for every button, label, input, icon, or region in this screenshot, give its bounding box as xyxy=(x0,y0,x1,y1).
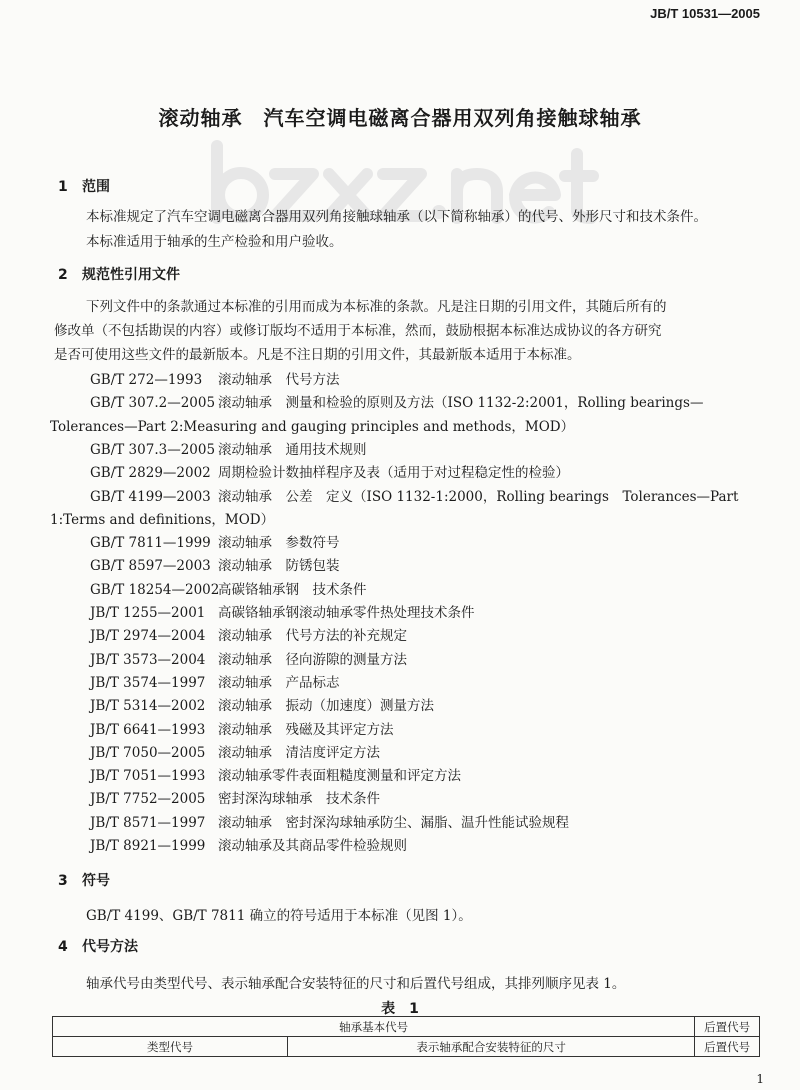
reference-continuation: 1:Terms and definitions，MOD） xyxy=(50,511,275,528)
reference-item xyxy=(90,834,407,854)
standard-code-header: JB/T 10531—2005 xyxy=(650,6,760,21)
reference-title: 滚动轴承 公差 定义（ISO 1132-1:2000，Rolling bearings Tolerances—Part xyxy=(218,488,739,505)
reference-code: JB/T 7752—2005 xyxy=(90,791,206,808)
reference-code: JB/T 3573—2004 xyxy=(90,651,206,668)
reference-item xyxy=(90,671,340,691)
reference-title: 滚动轴承零件表面粗糙度测量和评定方法 xyxy=(218,768,461,785)
reference-item xyxy=(90,648,407,668)
reference-item xyxy=(90,764,461,784)
reference-item xyxy=(90,811,569,831)
reference-code: GB/T 307.3—2005 xyxy=(90,441,216,458)
reference-item xyxy=(90,461,569,481)
reference-item xyxy=(90,601,475,621)
reference-code: JB/T 6641—1993 xyxy=(90,721,206,738)
table-cell-suffix-code: 后置代号 xyxy=(695,1037,760,1057)
section-4-heading: 4 代号方法 xyxy=(58,939,138,955)
reference-item xyxy=(90,694,434,714)
reference-code: GB/T 7811—1999 xyxy=(90,535,211,552)
reference-code: GB/T 2829—2002 xyxy=(90,465,211,482)
reference-code: JB/T 2974—2004 xyxy=(90,628,206,645)
reference-code: GB/T 18254—2002 xyxy=(90,581,220,598)
reference-item xyxy=(90,741,380,761)
reference-item xyxy=(90,578,367,598)
reference-title: 滚动轴承 振动（加速度）测量方法 xyxy=(218,698,434,715)
reference-item xyxy=(90,787,380,807)
reference-code: JB/T 5314—2002 xyxy=(90,698,206,715)
reference-title: 滚动轴承 密封深沟球轴承防尘、漏脂、温升性能试验规程 xyxy=(218,814,569,831)
section-2-line: 下列文件中的条款通过本标准的引用而成为本标准的条款。凡是注日期的引用文件，其随后所有的 xyxy=(86,299,667,315)
reference-title: 滚动轴承 防锈包装 xyxy=(218,558,340,575)
reference-title: 密封深沟球轴承 技术条件 xyxy=(218,791,380,808)
section-3-text: GB/T 4199、GB/T 7811 确立的符号适用于本标准（见图 1）。 xyxy=(86,908,472,924)
reference-code: GB/T 307.2—2005 xyxy=(90,395,216,412)
reference-item xyxy=(90,391,703,411)
table-caption: 表 1 xyxy=(381,1001,419,1017)
reference-code: JB/T 7051—1993 xyxy=(90,768,206,785)
reference-title: 滚动轴承 代号方法 xyxy=(218,372,340,388)
reference-title: 滚动轴承 通用技术规则 xyxy=(218,441,367,458)
reference-title: 滚动轴承 参数符号 xyxy=(218,535,340,552)
section-1-heading: 1 范围 xyxy=(58,179,110,195)
table-cell-dimension: 表示轴承配合安装特征的尺寸 xyxy=(288,1037,695,1057)
section-4-text: 轴承代号由类型代号、表示轴承配合安装特征的尺寸和后置代号组成，其排列顺序见表 1。 xyxy=(86,976,626,992)
reference-code: GB/T 4199—2003 xyxy=(90,488,211,505)
table-cell-type-code: 类型代号 xyxy=(53,1037,288,1057)
reference-item xyxy=(90,624,407,644)
reference-title: 滚动轴承 清洁度评定方法 xyxy=(218,744,380,761)
reference-title: 周期检验计数抽样程序及表（适用于对过程稳定性的检验） xyxy=(218,465,569,482)
reference-code: JB/T 8571—1997 xyxy=(90,814,206,831)
section-2-line: 是否可使用这些文件的最新版本。凡是不注日期的引用文件，其最新版本适用于本标准。 xyxy=(54,347,581,363)
reference-title: 滚动轴承 残磁及其评定方法 xyxy=(218,721,394,738)
reference-item xyxy=(90,438,367,458)
reference-title: 滚动轴承 径向游隙的测量方法 xyxy=(218,651,407,668)
table-header-suffix-code: 后置代号 xyxy=(695,1017,760,1037)
reference-title: 高碳铬轴承钢 技术条件 xyxy=(218,581,367,598)
reference-title: 滚动轴承 测量和检验的原则及方法（ISO 1132-2:2001，Rolling bearings— xyxy=(218,395,704,412)
reference-code: JB/T 8921—1999 xyxy=(90,838,206,854)
reference-title: 高碳铬轴承钢滚动轴承零件热处理技术条件 xyxy=(218,605,475,621)
reference-item xyxy=(90,531,340,551)
reference-continuation: Tolerances—Part 2:Measuring and gauging principles and methods，MOD） xyxy=(50,418,575,435)
reference-title: 滚动轴承 产品标志 xyxy=(218,674,340,691)
reference-item xyxy=(90,485,738,505)
code-arrangement-table xyxy=(52,1016,760,1057)
table-header-basic-code: 轴承基本代号 xyxy=(53,1017,695,1037)
page-number: 1 xyxy=(756,1072,764,1086)
section-2-line: 修改单（不包括勘误的内容）或修订版均不适用于本标准，然而，鼓励根据本标准达成协议的各方研究 xyxy=(54,323,662,339)
reference-code: JB/T 1255—2001 xyxy=(90,605,206,621)
reference-code: GB/T 272—1993 xyxy=(90,372,203,388)
reference-item xyxy=(90,718,394,738)
document-title: 滚动轴承 汽车空调电磁离合器用双列角接触球轴承 xyxy=(158,106,642,130)
reference-code: JB/T 3574—1997 xyxy=(90,674,206,691)
section-2-heading: 2 规范性引用文件 xyxy=(58,267,180,283)
reference-item xyxy=(90,368,340,388)
reference-title: 滚动轴承及其商品零件检验规则 xyxy=(218,838,407,854)
reference-title: 滚动轴承 代号方法的补充规定 xyxy=(218,628,407,645)
section-1-line: 本标准规定了汽车空调电磁离合器用双列角接触球轴承（以下简称轴承）的代号、外形尺寸和技术条件。 xyxy=(86,209,707,225)
reference-item xyxy=(90,554,340,574)
reference-code: GB/T 8597—2003 xyxy=(90,558,211,575)
section-1-line: 本标准适用于轴承的生产检验和用户验收。 xyxy=(86,234,343,250)
reference-code: JB/T 7050—2005 xyxy=(90,744,206,761)
section-3-heading: 3 符号 xyxy=(58,873,110,889)
